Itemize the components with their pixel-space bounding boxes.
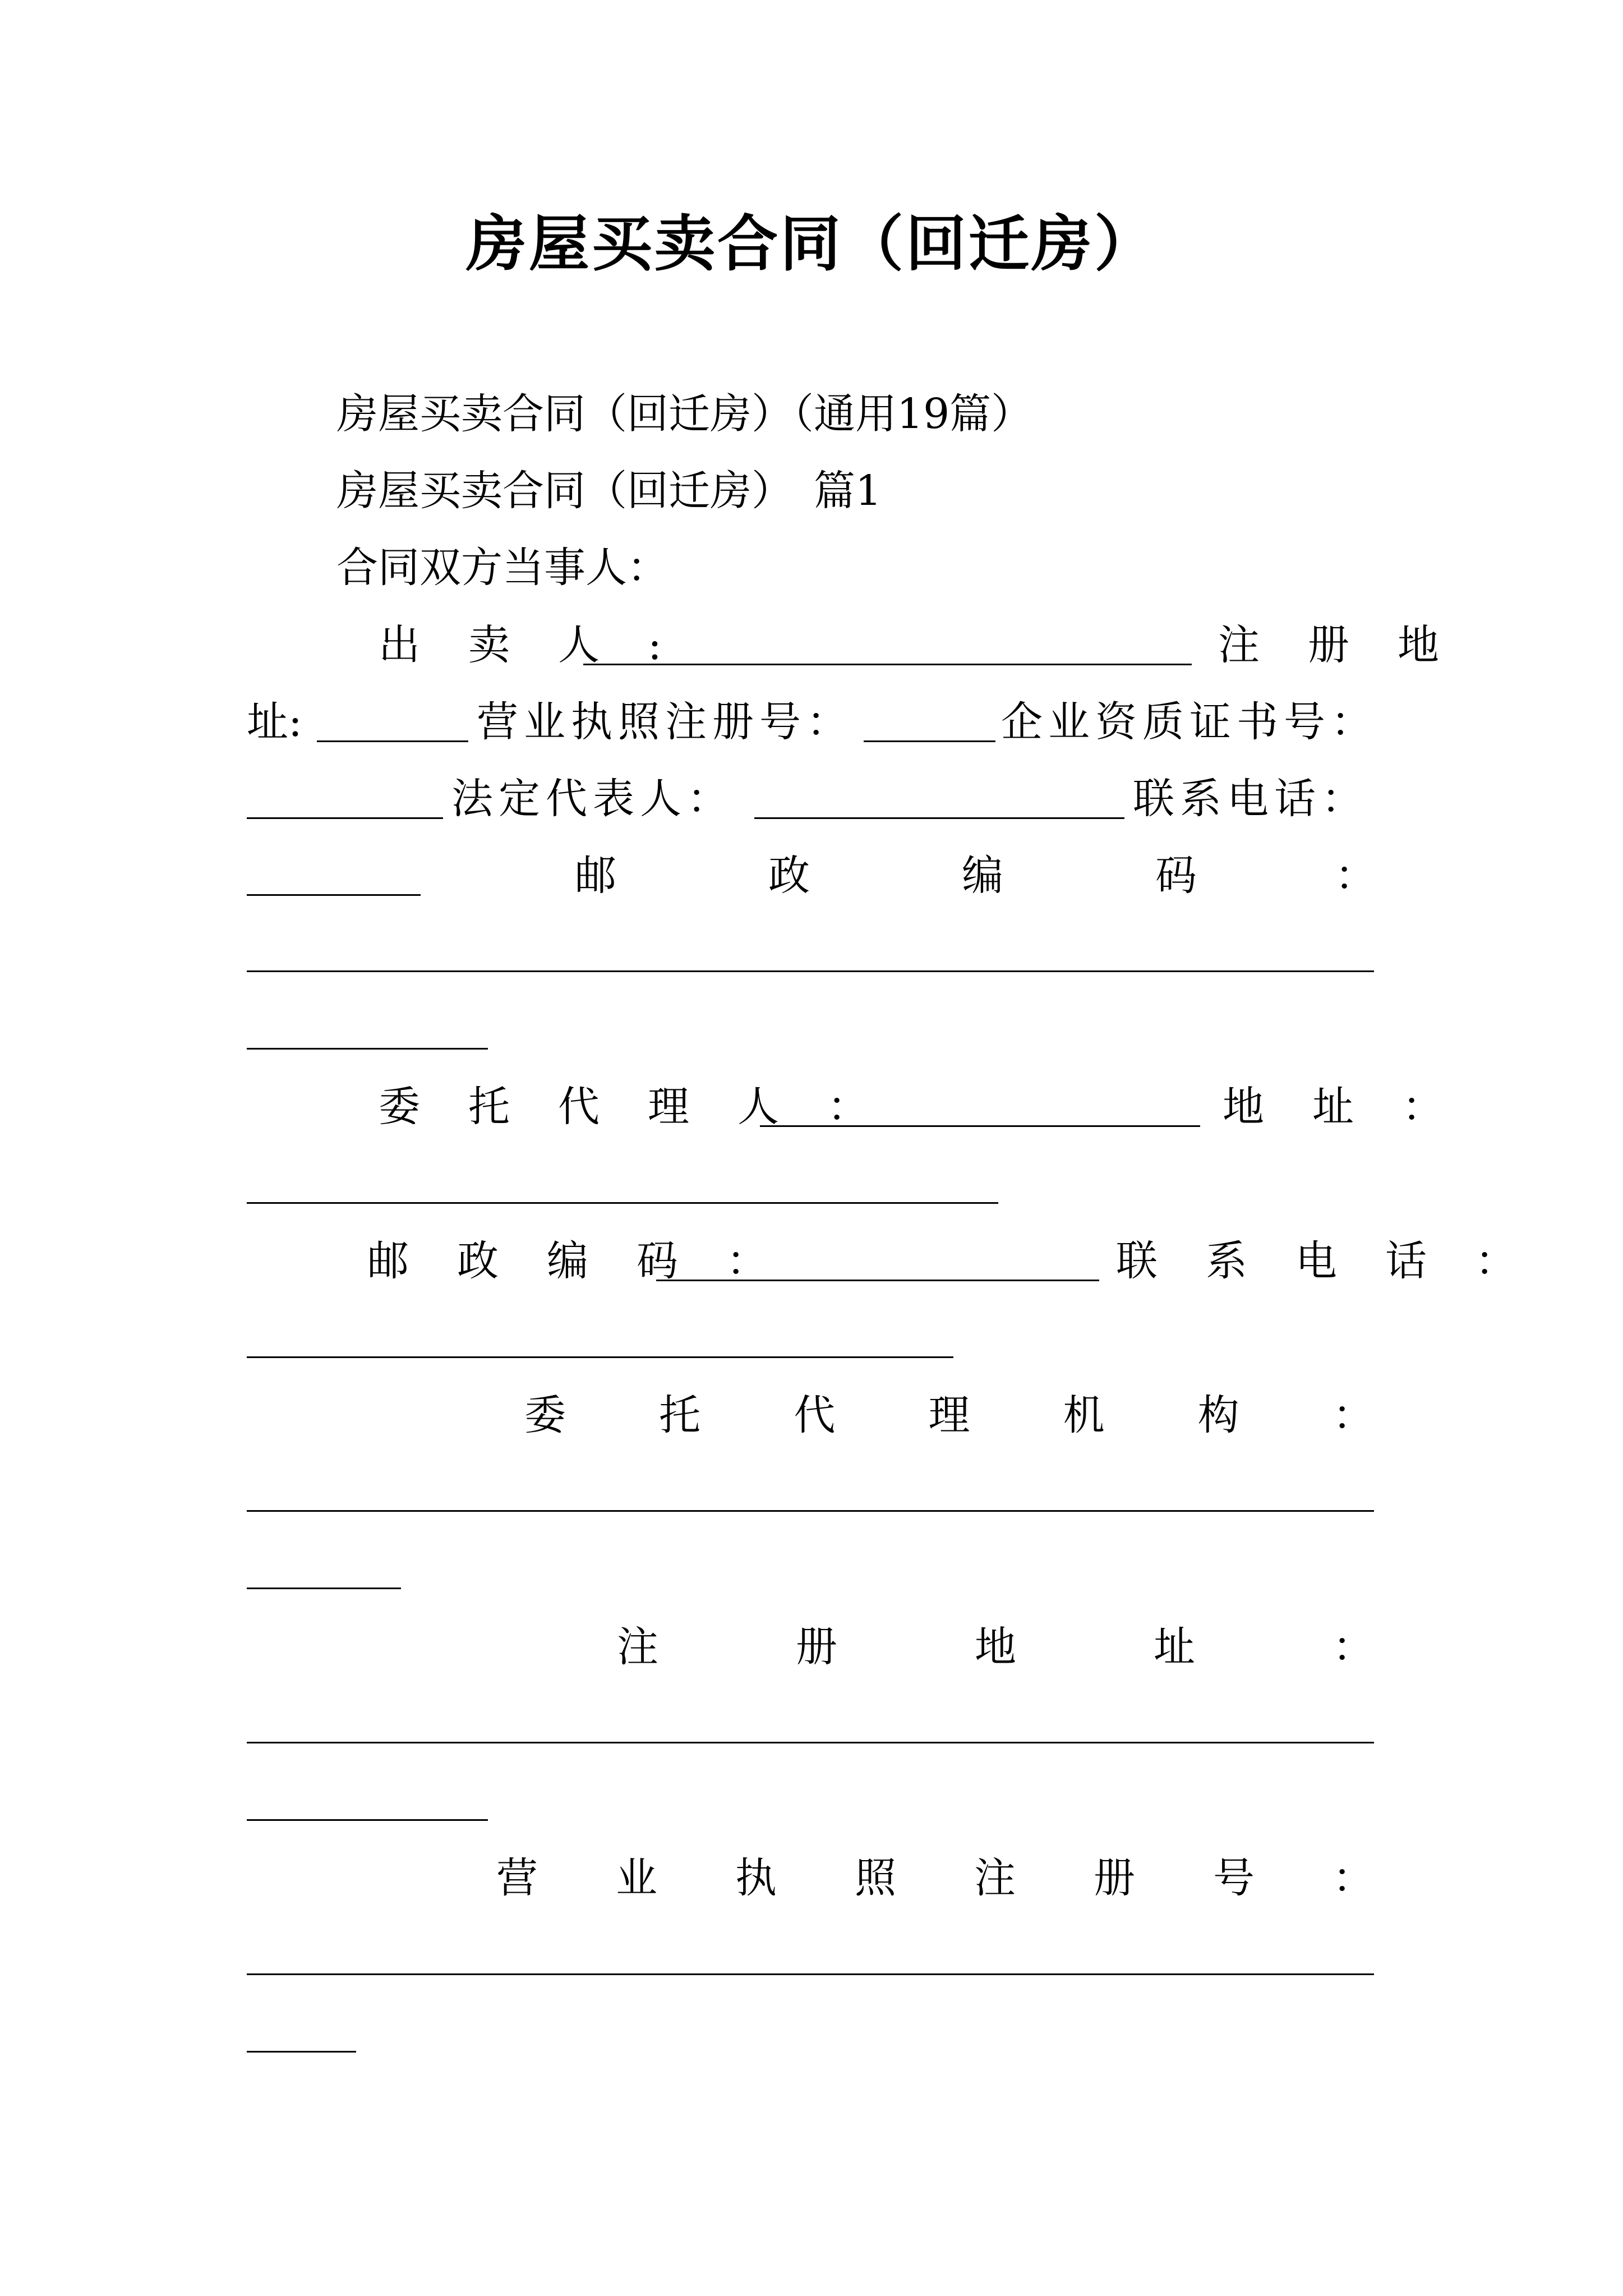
document-title: 房屋买卖合同（回迁房） (465, 209, 1157, 279)
agent-address-blank[interactable] (247, 1202, 998, 1204)
seller-name-blank[interactable] (583, 664, 1192, 665)
seller-phone-label: 联系电话： (1133, 775, 1368, 823)
agent-phone-blank[interactable] (247, 1356, 953, 1358)
agency-label-char: 委 (524, 1391, 566, 1439)
agency-name-blank[interactable] (247, 1510, 1374, 1512)
agency-license-char: 照 (855, 1854, 896, 1902)
section-heading: 房屋买卖合同（回迁房） 篇1 (336, 467, 882, 515)
agent-label: 委 托 代 理 人 ： (379, 1083, 872, 1131)
agent-postcode-label: 邮 政 编 码 ： (367, 1237, 771, 1285)
seller-postcode-blank[interactable] (247, 970, 1374, 972)
parties-intro: 合同双方当事人： (336, 544, 668, 592)
seller-legal-rep-blank[interactable] (754, 817, 1124, 819)
agent-postcode-blank[interactable] (656, 1280, 1099, 1281)
agency-label-char: 理 (928, 1391, 970, 1439)
agency-reg-address-char: 注 (617, 1623, 658, 1671)
agency-license-char: 号 (1213, 1854, 1255, 1902)
agent-address-label: 地 址 ： (1223, 1083, 1447, 1131)
seller-label: 出 卖 人 : (379, 621, 665, 669)
agency-reg-address-char: ： (1332, 1623, 1374, 1671)
seller-reg-address-label: 注 册 地 (1218, 621, 1442, 669)
document-subtitle: 房屋买卖合同（回迁房）（通用19篇） (336, 390, 1033, 438)
seller-qualification-blank[interactable] (247, 817, 443, 819)
agency-license-char: 执 (735, 1854, 777, 1902)
agency-license-char: 业 (616, 1854, 657, 1902)
agency-license-char: ： (1332, 1854, 1374, 1902)
agency-label (524, 1387, 1374, 1443)
agency-license-char: 册 (1094, 1854, 1135, 1902)
agency-license-blank-cont[interactable] (247, 2051, 356, 2053)
agency-reg-address-char: 址 (1154, 1623, 1195, 1671)
seller-postcode-char: 码 (1155, 852, 1197, 900)
agency-license-label (496, 1850, 1374, 1906)
seller-legal-rep-label: 法定代表人： (451, 775, 734, 823)
agency-license-char: 注 (974, 1854, 1016, 1902)
seller-reg-address-label-cont: 址: (247, 698, 302, 746)
seller-postcode-char: ： (1335, 852, 1376, 900)
seller-postcode-blank-cont[interactable] (247, 1048, 488, 1050)
seller-phone-blank[interactable] (247, 894, 421, 896)
agency-label-char: 托 (659, 1391, 701, 1439)
agency-license-blank[interactable] (247, 1973, 1374, 1975)
agent-name-blank[interactable] (760, 1125, 1200, 1127)
agency-reg-address-blank[interactable] (247, 1742, 1374, 1743)
seller-postcode-char: 邮 (575, 852, 616, 900)
seller-reg-address-blank[interactable] (317, 740, 468, 742)
agency-label-char: 代 (794, 1391, 836, 1439)
agent-phone-label: 联 系 电 话 ： (1116, 1237, 1520, 1285)
agency-reg-address-char: 地 (975, 1623, 1016, 1671)
agency-label-char: ： (1332, 1391, 1374, 1439)
seller-license-blank[interactable] (864, 740, 995, 742)
seller-qualification-label: 企业资质证书号： (1001, 698, 1378, 746)
seller-license-label: 营业执照注册号： (477, 698, 854, 746)
agency-reg-address-label (617, 1619, 1374, 1675)
agency-label-char: 机 (1063, 1391, 1105, 1439)
seller-postcode-char: 政 (768, 852, 810, 900)
agency-reg-address-blank-cont[interactable] (247, 1819, 488, 1821)
seller-postcode-char: 编 (962, 852, 1003, 900)
agency-license-char: 营 (496, 1854, 538, 1902)
agency-label-char: 构 (1197, 1391, 1239, 1439)
agency-reg-address-char: 册 (796, 1623, 837, 1671)
agency-name-blank-cont[interactable] (247, 1588, 401, 1589)
